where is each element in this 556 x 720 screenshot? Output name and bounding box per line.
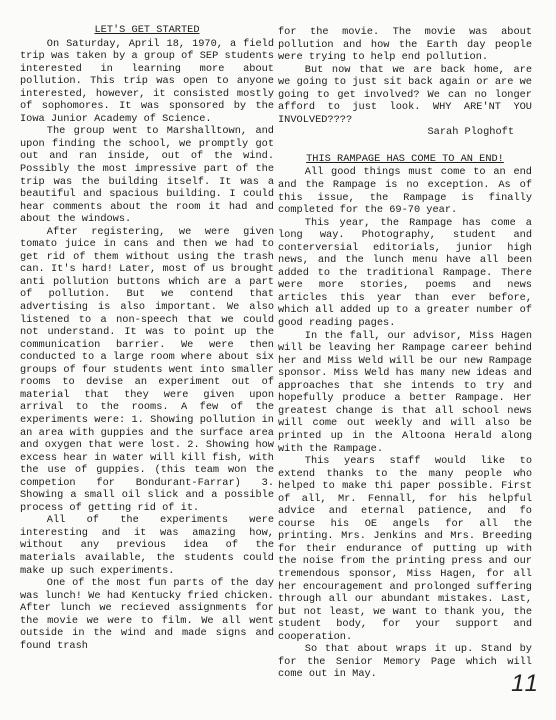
article-paragraph: This year, the Rampage has come a long way. Photography, student and conterversial editorials, junior high news, and the lunch menu have all been added to the traditional Rampage. There were more stories, poems and news articles this year than ever before, which all added up to a greater number of good reading pages.	[278, 216, 532, 330]
right-column	[278, 26, 532, 681]
article-paragraph: This years staff would like to extend thanks to the many people who helped to make thi paper possible. First of all, Mr. Fennall, for his helpful advice and eternal patience, and fo course his OE angels for all the printing. Mrs. Jenkins and Mrs. Breeding for their endurance of putting up with the noise from the printing press and our tremendous sponsor, Miss Hagen, for all her encouragement and prolonged suffering through all our abundant mistakes. Last, but not least, we want to thank you, the student body, for your support and cooperation.	[278, 455, 532, 643]
article-paragraph: In the fall, our advisor, Miss Hagen will be leaving her Rampage career behind her and Miss Weld will be our new Rampage sponsor. Miss Weld has many new ideas and approaches that she intends to try and hopefully produce a better Rampage. Her greatest change is that all school news will come out weekly and will also be printed up in the Altoona Herald along with the Rampage.	[278, 329, 532, 455]
left-column	[20, 24, 274, 652]
article-heading-rampage-end: THIS RAMPAGE HAS COME TO AN END!	[306, 152, 504, 165]
article-paragraph: But now that we are back home, are we going to just sit back again or are we going to get involved? We can no longer afford to just look. WHY ARE'NT YOU INVOLVED????	[278, 63, 532, 126]
article-continuation: for the movie. The movie was about pollution and how the Earth day people were trying to help end pollution.	[278, 26, 532, 64]
article-paragraph: So that about wraps it up. Stand by for the Senior Memory Page which will come out in May.	[278, 643, 532, 681]
article-paragraph: All of the experiments were interesting and it was amazing how, without any previous idea of the materials available, the students could make up such experiments.	[20, 514, 274, 577]
article-paragraph: All good things must come to an end and the Rampage is no exception. As of this issue, the Rampage is finally completed for the 69-70 year.	[278, 166, 532, 217]
article-paragraph: After registering, we were given tomato juice in cans and then we had to get rid of them without using the trash can. It's hard! Later, most of us brought anti pollution buttons which are a part of pollution. But we contend that advertising is also important. We also listened to a non-speech that we could not understand. It was to point up the communication barrier. We were then conducted to a large room where about six groups of four students went into smaller rooms to devise an experiment out of material that they were given upon arrival to the rooms. A few of the experiments were: 1. Showing pollution in an area with guppies and the surface area and oxygen that were lost. 2. Showing how excess hear in water will kill fish, with the use of guppies. (this team won the competion for Bondurant-Farrar) 3. Showing a small oil slick and a possible process of getting rid of it.	[20, 225, 274, 514]
article-paragraph: On Saturday, April 18, 1970, a field trip was taken by a group of SEP students interested in learning more about pollution. This trip was open to anyone interested, however, it consisted mostly of sophomores. It was sponsored by the Iowa Junior Academy of Science.	[20, 37, 274, 125]
page-number: 11	[511, 670, 540, 697]
article-paragraph: The group went to Marshalltown, and upon finding the school, we promptly got out and ran inside, out of the wind. Possibly the most impressive part of the trip was the building itself. It was a beautiful and spacious building. I could hear comments about the room it had and about the windows.	[20, 125, 274, 226]
article-paragraph: One of the most fun parts of the day was lunch! We had Kentucky fried chicken. After lunch we recieved assignments for the movie we were to film. We all went outside in the wind and made signs and found trash	[20, 577, 274, 652]
article-heading-lets-get-started: LET'S GET STARTED	[94, 24, 200, 36]
author-signature: Sarah Ploghoft	[427, 126, 514, 139]
